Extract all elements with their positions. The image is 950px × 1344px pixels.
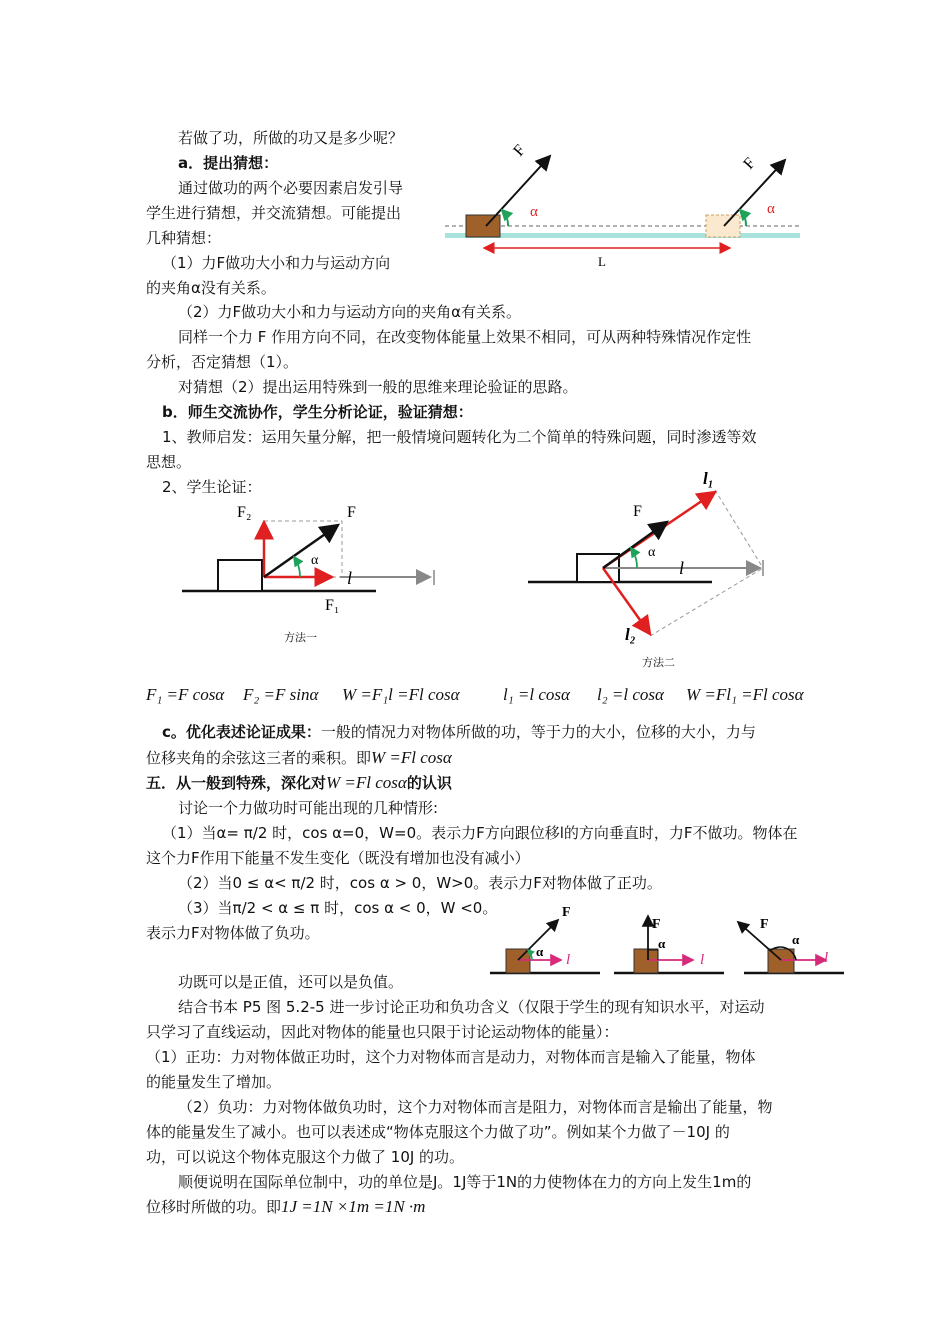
angle-label: α — [767, 201, 775, 217]
formula-w-2: W =Fl cosα — [326, 773, 407, 792]
text-line: 1、教师启发：运用矢量分解，把一般情境问题转化为二个简单的特殊问题，同时渗透等效 — [162, 428, 757, 446]
case-2: （2）当0 ≤ α< π/2 时，cos α > 0，W>0。表示力F对物体做了正功。 — [178, 874, 662, 892]
text-line — [146, 1197, 425, 1217]
displacement-label: L — [598, 254, 606, 269]
text-line: 思想。 — [146, 453, 192, 471]
angle-arc — [502, 210, 508, 226]
figure-cases — [488, 900, 848, 980]
text-line: 分析，否定猜想（1）。 — [146, 353, 299, 371]
positive-work: （1）正功：力对物体做正功时，这个力对物体而言是动力，对物体而言是输入了能量，物体 — [146, 1048, 756, 1066]
text-line: 的能量发生了增加。 — [146, 1073, 282, 1091]
formula-f1: F₁ =F cosα — [146, 685, 225, 704]
force-label: F — [510, 141, 529, 160]
unit-text: 位移时所做的功。即 — [146, 1198, 282, 1216]
angle-label: α — [311, 553, 319, 568]
text-line: 同样一个力 F 作用方向不同，在改变物体能量上效果不相同，可从两种特殊情况作定性 — [178, 328, 752, 346]
angle-arc — [740, 210, 746, 226]
formula-f3: W =F₁l =Fl cosα — [342, 685, 460, 704]
block — [634, 949, 658, 973]
figure-method-2 — [525, 468, 810, 648]
l1-label: l₁ — [703, 469, 714, 488]
text-line: 学生进行猜想，并交流猜想。可能提出 — [146, 204, 402, 222]
conclusion-heading: c。优化表述论证成果： — [162, 723, 321, 741]
figure-method-1 — [180, 500, 440, 620]
angle-label: α — [792, 932, 800, 947]
text-line: 体的能量发生了减小。也可以表述成“物体克服这个力做了功”。例如某个力做了－10J 的 — [146, 1123, 730, 1141]
section-five-post: 的认识 — [406, 774, 452, 792]
force-label: F — [760, 917, 769, 932]
case-1: （1）当α= π/2 时，cos α=0，W=0。表示力F方向跟位移l的方向垂直时，力F不做功。物体在 — [162, 824, 798, 842]
angle-arc — [631, 548, 637, 568]
text-line: 对猜想（2）提出运用特殊到一般的思维来理论验证的思路。 — [178, 378, 578, 396]
l-label: l — [347, 568, 353, 588]
text-line: 通过做功的两个必要因素启发引导 — [178, 179, 404, 197]
angle-label: α — [530, 204, 538, 220]
force-label: F — [652, 917, 661, 932]
conclusion-line — [162, 722, 756, 742]
dashed-line — [715, 490, 763, 568]
text-line: 2、学生论证： — [162, 478, 262, 496]
text-line — [146, 748, 452, 768]
block-start — [466, 215, 500, 237]
conclusion-text: 一般的情况力对物体所做的功，等于力的大小，位移的大小，力与 — [320, 723, 756, 741]
figure-top — [440, 140, 810, 270]
caption-method-1: 方法一 — [284, 631, 317, 644]
guess-2: （2）力F做功大小和力与运动方向的夹角α有关系。 — [178, 303, 522, 321]
conclusion-text-2: 位移夹角的余弦这三者的乘积。即 — [146, 749, 372, 767]
force-arrow — [486, 156, 550, 226]
text-line: 功既可以是正值，还可以是负值。 — [178, 973, 404, 991]
text-line: 若做了功，所做的功又是多少呢？ — [178, 129, 404, 147]
text-line: 顺便说明在国际单位制中，功的单位是J。1J等于1N的力使物体在力的方向上发生1m的 — [178, 1173, 752, 1191]
force-arrow — [264, 525, 338, 577]
f2-label: F₂ — [237, 504, 252, 521]
text-line: 结合书本 P5 图 5.2-5 进一步讨论正功和负功含义（仅限于学生的现有知识水平，对运动 — [178, 998, 765, 1016]
section-five-pre: 五．从一般到特殊，深化对 — [146, 774, 327, 792]
l-label: l — [566, 952, 571, 968]
formula-f5: l₂ =l cosα — [597, 685, 664, 704]
negative-work: （2）负功：力对物体做负功时，这个力对物体而言是阻力，对物体而言是输出了能量，物 — [178, 1098, 773, 1116]
angle-arc — [294, 557, 300, 577]
force-arrow — [603, 522, 667, 568]
heading-a: a．提出猜想： — [178, 154, 279, 172]
l2-label: l₂ — [625, 625, 636, 644]
text-line: 几种猜想： — [146, 229, 222, 247]
section-five-heading — [146, 773, 452, 793]
formula-unit: 1J =1N ×1m =1N ·m — [281, 1197, 426, 1216]
text-line: 讨论一个力做功时可能出现的几种情形: — [178, 799, 439, 817]
l-label: l — [824, 950, 829, 966]
f-label: F — [633, 503, 642, 520]
formula-w: W =Fl cosα — [371, 748, 452, 767]
dashed-line — [650, 568, 763, 636]
text-line: 功，可以说这个物体克服这个力做了 10J 的功。 — [146, 1148, 465, 1166]
formula-f2: F₂ =F sinα — [243, 685, 319, 704]
angle-label: α — [658, 936, 666, 951]
guess-1: （1）力F做功大小和力与运动方向 — [162, 254, 391, 272]
force-label: F — [740, 154, 759, 173]
formula-f4: l₁ =l cosα — [503, 685, 570, 704]
angle-label: α — [536, 944, 544, 959]
text-line: 的夹角α没有关系。 — [146, 279, 276, 297]
text-line: 表示力F对物体做了负功。 — [146, 924, 320, 942]
angle-label: α — [648, 545, 656, 560]
l-label: l — [679, 558, 685, 578]
block — [218, 560, 262, 591]
caption-method-2: 方法二 — [642, 656, 675, 669]
text-line: 这个力F作用下能量不发生变化（既没有增加也没有减小） — [146, 849, 530, 867]
text-line: 只学习了直线运动，因此对物体的能量也只限于讨论运动物体的能量）： — [146, 1023, 619, 1041]
f-label: F — [347, 504, 356, 521]
f1-label: F₁ — [325, 597, 340, 614]
force-label: F — [562, 905, 571, 920]
formula-f6: W =Fl₁ =Fl cosα — [686, 685, 804, 704]
l-label: l — [700, 952, 705, 968]
block-end — [706, 215, 740, 237]
heading-b: b．师生交流协作，学生分析论证，验证猜想： — [162, 403, 473, 421]
case-3: （3）当π/2 < α ≤ π 时，cos α < 0，W <0。 — [178, 899, 498, 917]
